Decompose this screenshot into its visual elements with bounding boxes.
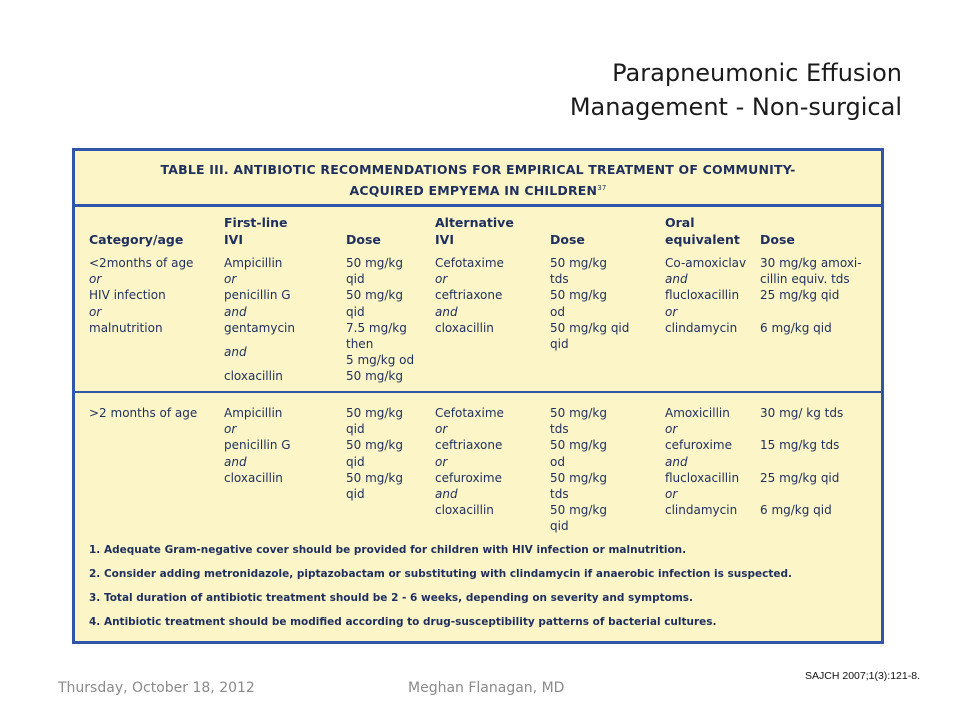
cell-line: 50 mg/kg bbox=[550, 438, 607, 453]
cell-line: IVI bbox=[435, 231, 454, 247]
cell-line: malnutrition bbox=[89, 320, 163, 335]
cell-line: 50 mg/kg bbox=[346, 438, 403, 453]
cell-line: 50 mg/kg bbox=[346, 470, 403, 485]
cell-line: or bbox=[224, 422, 237, 437]
cell-line: and bbox=[665, 454, 688, 469]
cell-line: 50 mg/kg bbox=[346, 406, 403, 420]
row2-first-line bbox=[224, 405, 291, 486]
cell-line: qid bbox=[346, 422, 365, 437]
table-note-4: 4. Antibiotic treatment should be modified according to drug-susceptibility patterns of bacterial cultures. bbox=[89, 616, 717, 628]
cell-line: penicillin G bbox=[224, 438, 291, 453]
row1-first-line bbox=[224, 255, 295, 384]
cell-line: qid bbox=[346, 272, 365, 287]
row2-dose2 bbox=[550, 405, 607, 535]
cell-line: cloxacillin bbox=[224, 369, 283, 384]
cell-line: cillin equiv. tds bbox=[760, 272, 850, 287]
table-note-2: 2. Consider adding metronidazole, piptazobactam or substituting with clindamycin if anaerobic infection is suspected. bbox=[89, 568, 792, 580]
cell-line: First-line bbox=[224, 215, 288, 230]
cell-line: qid bbox=[346, 304, 365, 319]
cell-line: od bbox=[550, 304, 565, 319]
cell-line: or bbox=[435, 422, 448, 437]
cell-line: cefuroxime bbox=[665, 438, 732, 453]
cell-line bbox=[760, 454, 843, 470]
cell-line: and bbox=[435, 487, 458, 502]
cell-line: or bbox=[665, 422, 678, 437]
cell-line: 50 mg/kg bbox=[346, 256, 403, 270]
cell-line bbox=[760, 304, 862, 320]
col-header-alternative bbox=[435, 215, 514, 248]
row2-oral bbox=[665, 405, 739, 518]
col-header-dose1 bbox=[346, 215, 381, 248]
cell-line: and bbox=[224, 345, 247, 360]
cell-line: and bbox=[224, 304, 247, 319]
cell-line: 50 mg/kg bbox=[346, 288, 403, 303]
cell-line: tds bbox=[550, 272, 569, 287]
cell-line: IVI bbox=[224, 231, 243, 247]
cell-line: cloxacillin bbox=[224, 470, 283, 485]
cell-line: clindamycin bbox=[665, 503, 738, 518]
footer-date: Thursday, October 18, 2012 bbox=[58, 680, 255, 696]
cell-line: or bbox=[665, 304, 678, 319]
row2-category bbox=[89, 405, 197, 421]
cell-line: then bbox=[346, 337, 374, 352]
cell-line: Cefotaxime bbox=[435, 406, 504, 420]
cell-line: or bbox=[435, 454, 448, 469]
slide-title-line2: Management - Non-surgical bbox=[569, 93, 902, 121]
cell-line: flucloxacillin bbox=[665, 470, 740, 485]
row2-alternative bbox=[435, 405, 504, 518]
cell-line: ceftriaxone bbox=[435, 288, 503, 303]
cell-line: qid bbox=[346, 454, 365, 469]
cell-line: Cefotaxime bbox=[435, 256, 504, 270]
cell-line: flucloxacillin bbox=[665, 288, 740, 303]
cell-line: Co-amoxiclav bbox=[665, 256, 747, 270]
cell-line: clindamycin bbox=[665, 320, 738, 335]
cell-line: Ampicillin bbox=[224, 406, 283, 420]
cell-line: 30 mg/kg amoxi- bbox=[760, 256, 862, 270]
row1-alternative bbox=[435, 255, 504, 336]
cell-line: Category/age bbox=[89, 231, 184, 247]
cell-line: 25 mg/kg qid bbox=[760, 288, 840, 303]
cell-line bbox=[550, 215, 585, 232]
cell-line: 25 mg/kg qid bbox=[760, 470, 840, 485]
cell-line: and bbox=[435, 304, 458, 319]
row2-dose1 bbox=[346, 405, 403, 502]
cell-line: qid bbox=[550, 519, 569, 534]
cell-line: 6 mg/kg qid bbox=[760, 320, 832, 335]
cell-line: 50 mg/kg bbox=[550, 288, 607, 303]
col-header-oral bbox=[665, 215, 740, 248]
cell-line: cloxacillin bbox=[435, 503, 494, 518]
row2-dose3 bbox=[760, 405, 843, 518]
cell-line: 50 mg/kg bbox=[550, 503, 607, 518]
cell-line: and bbox=[224, 454, 247, 469]
cell-line: or bbox=[665, 487, 678, 502]
cell-line: and bbox=[665, 272, 688, 287]
cell-line: 50 mg/kg bbox=[550, 406, 607, 420]
row1-dose3 bbox=[760, 255, 862, 336]
cell-line bbox=[346, 215, 381, 232]
cell-line bbox=[760, 486, 843, 502]
cell-line: tds bbox=[550, 487, 569, 502]
cell-line: 50 mg/kg bbox=[346, 369, 403, 384]
cell-line bbox=[760, 215, 795, 232]
col-header-category bbox=[89, 215, 183, 248]
col-header-dose3 bbox=[760, 215, 795, 248]
row1-dose2 bbox=[550, 255, 629, 352]
col-header-dose2 bbox=[550, 215, 585, 248]
table-header-ref: 37 bbox=[597, 184, 607, 192]
cell-line: or bbox=[224, 272, 237, 287]
cell-line bbox=[89, 215, 183, 232]
table-header-line2: ACQUIRED EMPYEMA IN CHILDREN bbox=[349, 183, 598, 199]
antibiotic-table bbox=[72, 148, 884, 644]
footer-author: Meghan Flanagan, MD bbox=[408, 680, 565, 696]
cell-line: cefuroxime bbox=[435, 470, 502, 485]
cell-line: penicillin G bbox=[224, 288, 291, 303]
cell-line: >2 months of age bbox=[89, 406, 198, 420]
row1-dose1 bbox=[346, 255, 414, 385]
cell-line: od bbox=[550, 454, 565, 469]
cell-line: 50 mg/kg bbox=[550, 470, 607, 485]
cell-line: 5 mg/kg od bbox=[346, 353, 415, 368]
row-divider bbox=[75, 391, 881, 393]
slide-title bbox=[570, 56, 902, 124]
cell-line: 7.5 mg/kg bbox=[346, 320, 407, 335]
cell-line: 15 mg/kg tds bbox=[760, 438, 840, 453]
col-header-first-line bbox=[224, 215, 288, 248]
cell-line: tds bbox=[550, 422, 569, 437]
cell-line: Dose bbox=[760, 231, 795, 247]
cell-line bbox=[760, 421, 843, 437]
table-note-1: 1. Adequate Gram-negative cover should be provided for children with HIV infection or malnutrition. bbox=[89, 544, 687, 556]
cell-line: cloxacillin bbox=[435, 320, 494, 335]
cell-line: or bbox=[435, 272, 448, 287]
cell-line: Ampicillin bbox=[224, 256, 283, 270]
cell-line: or bbox=[89, 272, 102, 287]
citation: SAJCH 2007;1(3):121-8. bbox=[805, 670, 920, 682]
cell-line: ceftriaxone bbox=[435, 438, 503, 453]
cell-line: Amoxicillin bbox=[665, 406, 730, 420]
cell-line: Alternative bbox=[435, 215, 514, 230]
cell-line: qid bbox=[550, 337, 569, 352]
cell-line: or bbox=[89, 304, 102, 319]
cell-line: 50 mg/kg bbox=[550, 256, 607, 270]
cell-line: 50 mg/kg qid bbox=[550, 320, 630, 335]
cell-line: Oral bbox=[665, 215, 695, 230]
cell-line: qid bbox=[346, 487, 365, 502]
cell-line: HIV infection bbox=[89, 288, 166, 303]
cell-line: Dose bbox=[550, 231, 585, 247]
row1-category bbox=[89, 255, 193, 336]
cell-line: equivalent bbox=[665, 231, 740, 247]
cell-line: 6 mg/kg qid bbox=[760, 503, 832, 518]
row1-oral bbox=[665, 255, 746, 336]
slide-title-line1: Parapneumonic Effusion bbox=[612, 59, 902, 87]
table-note-3: 3. Total duration of antibiotic treatment should be 2 - 6 weeks, depending on severity and symptoms. bbox=[89, 592, 694, 604]
cell-line: gentamycin bbox=[224, 320, 295, 335]
cell-line: Dose bbox=[346, 231, 381, 247]
table-header bbox=[75, 151, 881, 207]
table-header-line1: TABLE III. ANTIBIOTIC RECOMMENDATIONS FOR EMPIRICAL TREATMENT OF COMMUNITY- bbox=[160, 162, 796, 177]
cell-line: <2months of age bbox=[89, 256, 194, 270]
cell-line: 30 mg/ kg tds bbox=[760, 406, 844, 420]
